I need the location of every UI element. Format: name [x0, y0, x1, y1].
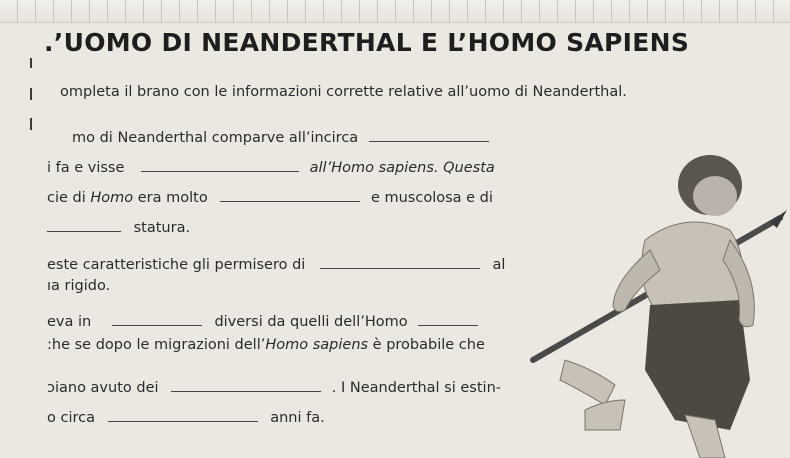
passage-line-2 [47, 159, 495, 177]
page-title: .’UOMO DI NEANDERTHAL E L’HOMO SAPIENS [44, 28, 690, 57]
passage-line-3 [47, 189, 493, 207]
margin-mark [30, 88, 32, 100]
passage-text: ɔiano avuto dei [47, 380, 159, 396]
passage-text: all’Homo sapiens. Questa [309, 160, 495, 176]
margin-mark [30, 58, 32, 68]
passage-line-1 [72, 129, 489, 147]
passage-text: e muscolosa e di [370, 190, 493, 206]
answer-blank[interactable] [141, 159, 299, 172]
passage-text: cie di [47, 190, 91, 206]
passage-line-4 [47, 219, 190, 237]
answer-blank[interactable] [369, 129, 489, 142]
answer-blank[interactable] [47, 219, 121, 232]
margin-mark [30, 118, 32, 130]
passage-text: anni fa. [270, 410, 325, 426]
passage-text: i fa e visse [47, 160, 125, 176]
passage-text: Homo sapiens [265, 337, 369, 353]
graph-paper-strip [0, 0, 790, 23]
answer-blank[interactable] [320, 256, 480, 269]
answer-blank[interactable] [418, 313, 478, 326]
passage-line-7 [47, 313, 478, 331]
passage-text: :he se dopo le migrazioni dell’ [47, 337, 266, 353]
passage-text: eva in [47, 314, 92, 330]
passage-text: diversi da quelli dell’Homo [214, 314, 408, 330]
passage-text: Homo [90, 190, 134, 206]
passage-line-10 [47, 409, 325, 427]
passage-text: mo di Neanderthal comparve all’incirca [72, 130, 359, 146]
passage-text: . I Neanderthal si estin- [331, 380, 501, 396]
answer-blank[interactable] [171, 379, 321, 392]
passage-text: al [492, 257, 506, 273]
passage-line-8 [47, 336, 485, 354]
answer-blank[interactable] [112, 313, 202, 326]
passage-text: era molto [133, 190, 208, 206]
passage-text: statura. [133, 220, 191, 236]
passage-text: è probabile che [368, 337, 485, 353]
passage-text: o circa [47, 410, 95, 426]
passage-line-5 [47, 256, 505, 274]
passage-line-6 [47, 277, 110, 295]
passage-text: ıa rigido. [47, 278, 111, 294]
answer-blank[interactable] [220, 189, 360, 202]
answer-blank[interactable] [108, 409, 258, 422]
instruction-text: ompleta il brano con le informazioni corrette relative all’uomo di Neanderthal. [60, 84, 627, 100]
passage-line-9 [47, 379, 501, 397]
neanderthal-illustration [525, 130, 790, 458]
caveman-figure-icon [560, 155, 754, 458]
passage-text: este caratteristiche gli permisero di [47, 257, 306, 273]
